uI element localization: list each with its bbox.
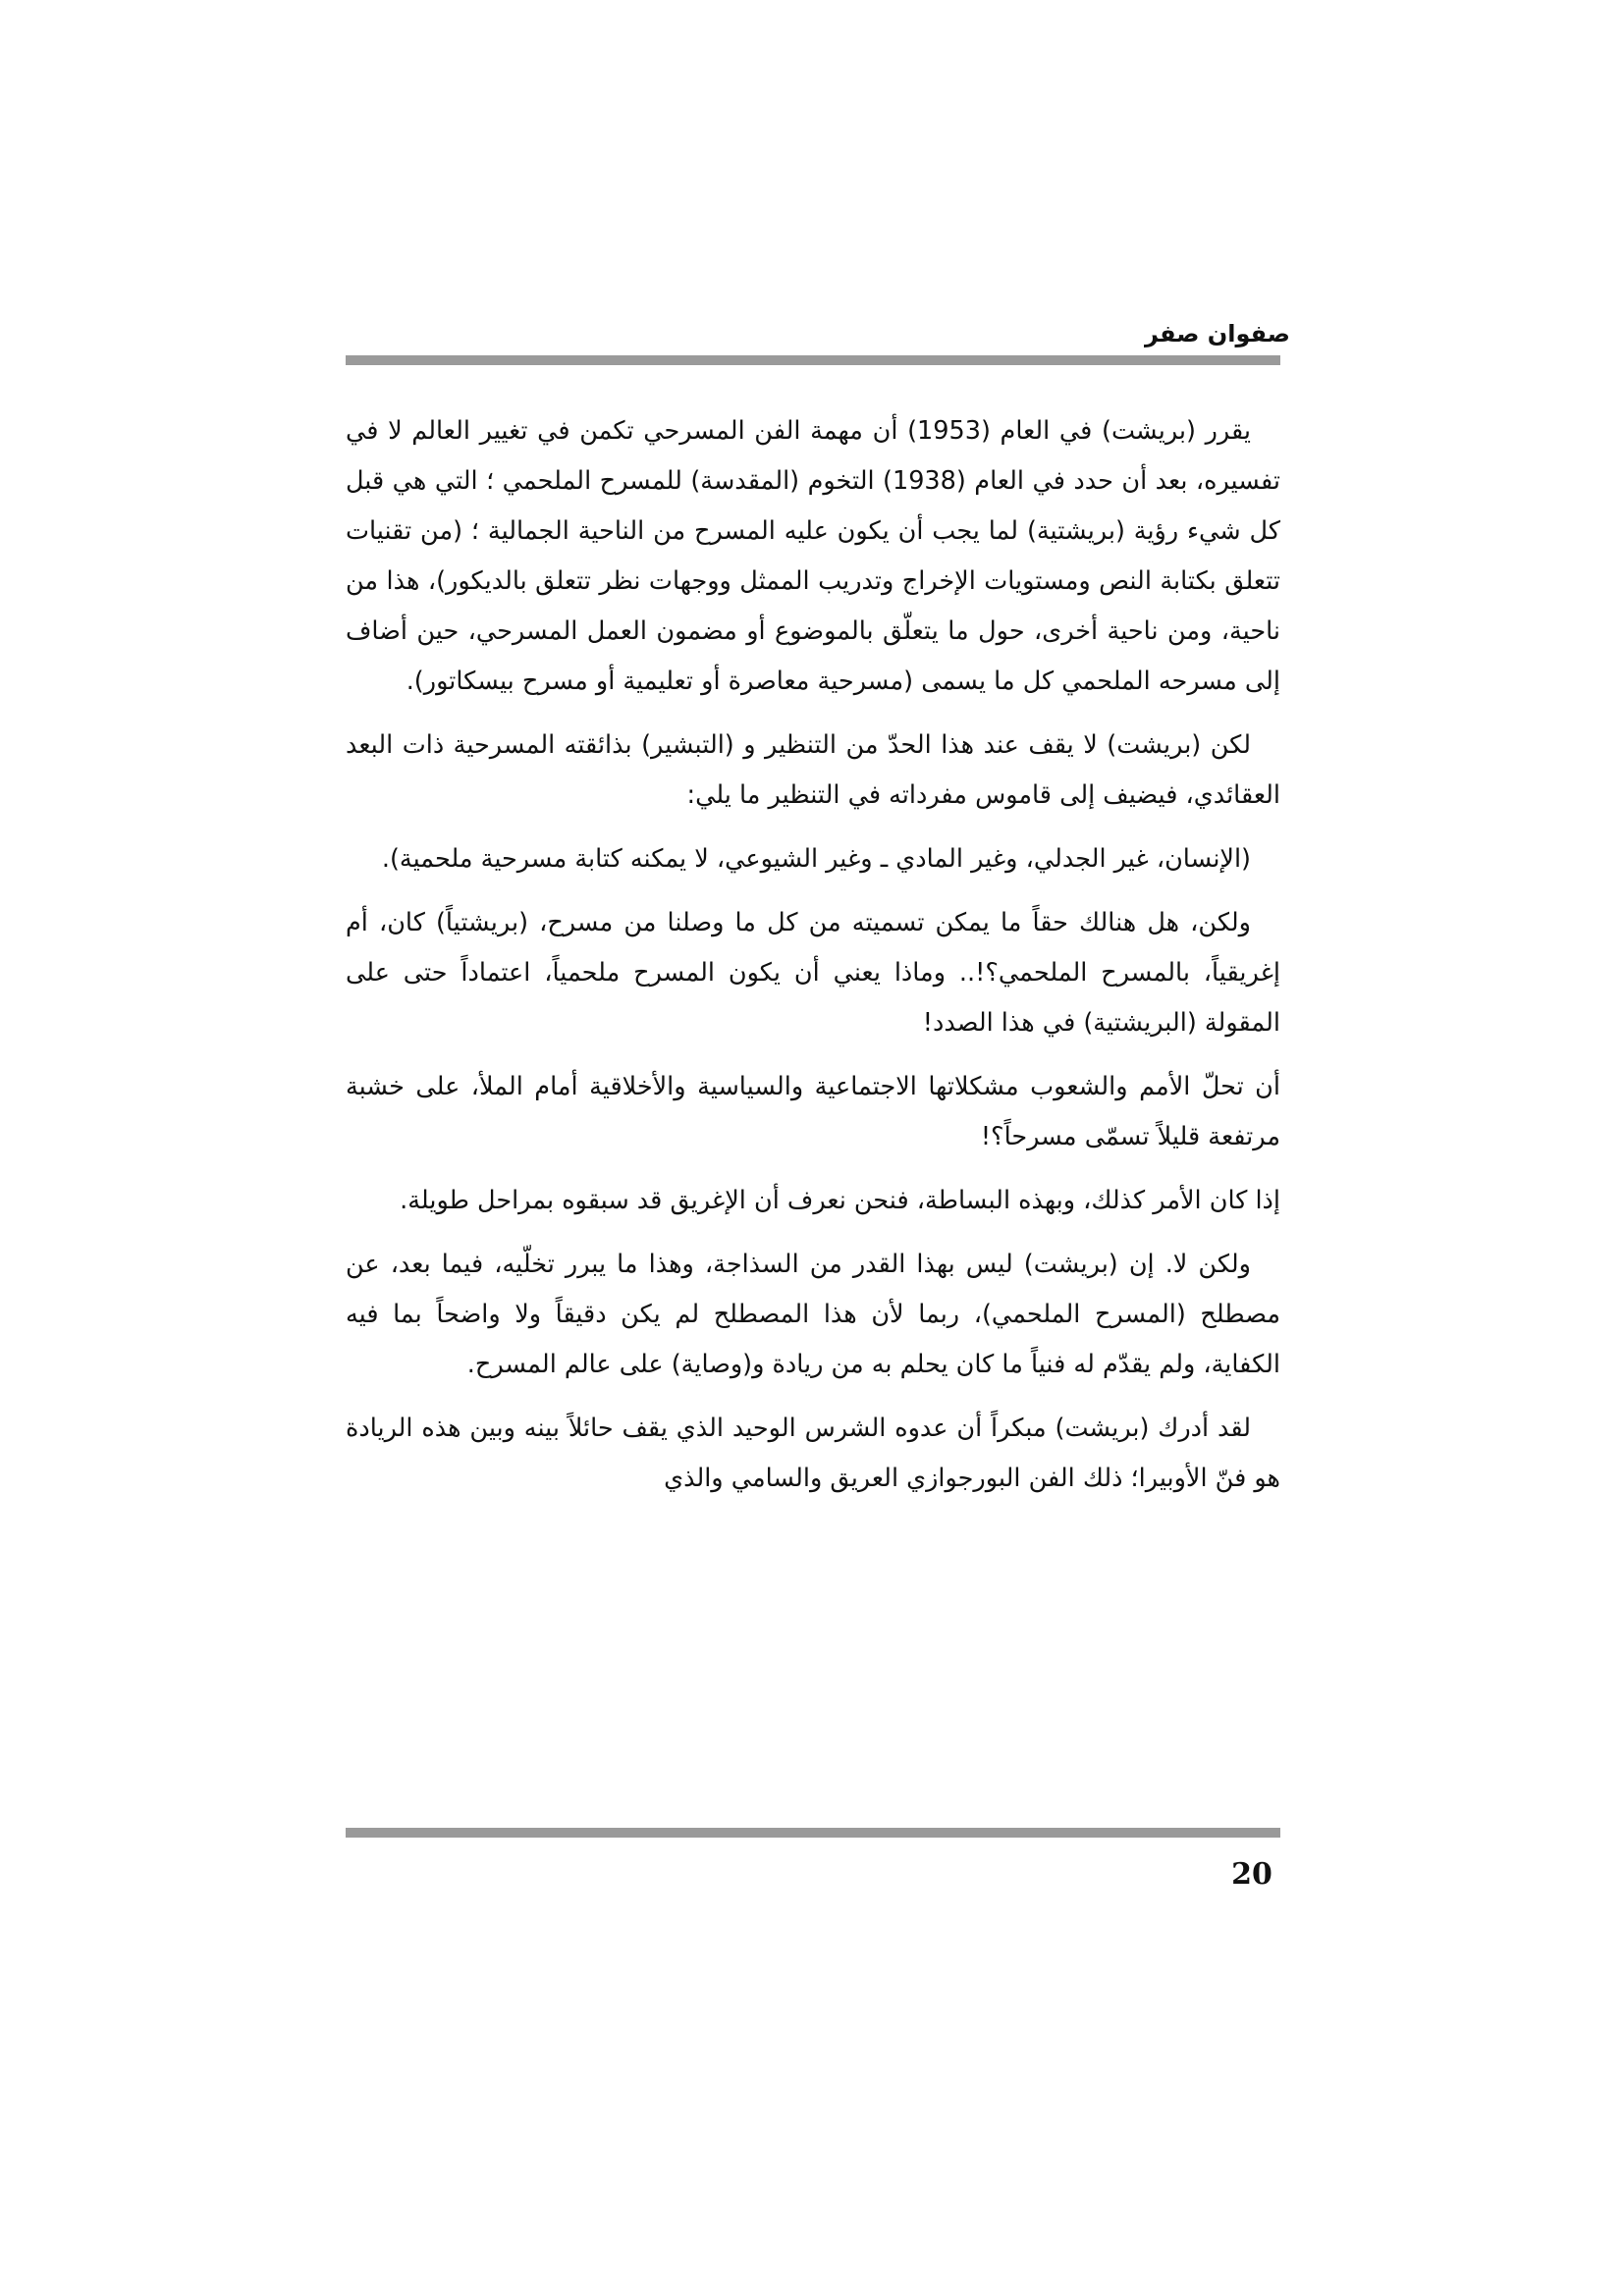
page-number: 20 — [1231, 1857, 1272, 1892]
paragraph-1: يقرر (بريشت) في العام (1953) أن مهمة الفن المسرحي تكمن في تغيير العالم لا في تفسيره، بعد أن حدد في العام (1938) التخوم (المقدسة) للمسرح الملحمي ؛ التي هي قبل كل شيء رؤية (بريشتية) لما يجب أن يكون عليه المسرح من الناحية الجمالية ؛ (من تقنيات تتعلق بكتابة النص ومستويات الإخراج وتدريب الممثل ووجهات نظر تتعلق بالديكور)، هذا من ناحية، ومن ناحية أخرى، حول ما يتعلّق بالموضوع أو مضمون العمل المسرحي، حين أضاف إلى مسرحه الملحمي كل ما يسمى (مسرحية معاصرة أو تعليمية أو مسرح بيسكاتور). — [346, 416, 1280, 696]
running-head-author: صفوان صفر — [1145, 320, 1290, 347]
footer-rule — [346, 1828, 1280, 1838]
paragraph-3-quote: (الإنسان، غير الجدلي، وغير المادي ـ وغير الشيوعي، لا يمكنه كتابة مسرحية ملحمية). — [381, 844, 1251, 874]
paragraph-7: ولكن لا. إن (بريشت) ليس بهذا القدر من السذاجة، وهذا ما يبرر تخلّيه، فيما بعد، عن مصطلح (المسرح الملحمي)، ربما لأن هذا المصطلح لم يكن دقيقاً ولا واضحاً بما فيه الكفاية، ولم يقدّم له فنياً ما كان يحلم به من ريادة و(وصاية) على عالم المسرح. — [346, 1250, 1280, 1379]
header-rule — [346, 355, 1280, 365]
paragraph-6: إذا كان الأمر كذلك، وبهذه البساطة، فنحن نعرف أن الإغريق قد سبقوه بمراحل طويلة. — [400, 1186, 1280, 1215]
paragraph-2: لكن (بريشت) لا يقف عند هذا الحدّ من التنظير و (التبشير) بذائقته المسرحية ذات البعد العقائدي، فيضيف إلى قاموس مفرداته في التنظير ما يلي: — [346, 730, 1280, 810]
paragraph-5: أن تحلّ الأمم والشعوب مشكلاتها الاجتماعية والسياسية والأخلاقية أمام الملأ، على خشبة مرتفعة قليلاً تسمّى مسرحاً؟! — [346, 1072, 1280, 1151]
paragraph-4: ولكن، هل هنالك حقاً ما يمكن تسميته من كل ما وصلنا من مسرح، (بريشتياً) كان، أم إغريقياً، بالمسرح الملحمي؟!.. وماذا يعني أن يكون المسرح ملحمياً، اعتماداً حتى على المقولة (البريشتية) في هذا الصدد! — [346, 908, 1280, 1038]
paragraph-8: لقد أدرك (بريشت) مبكراً أن عدوه الشرس الوحيد الذي يقف حائلاً بينه وبين هذه الريادة هو فنّ الأوبيرا؛ ذلك الفن البورجوازي العريق والسامي والذي — [346, 1414, 1280, 1493]
body-text — [346, 406, 1280, 1518]
